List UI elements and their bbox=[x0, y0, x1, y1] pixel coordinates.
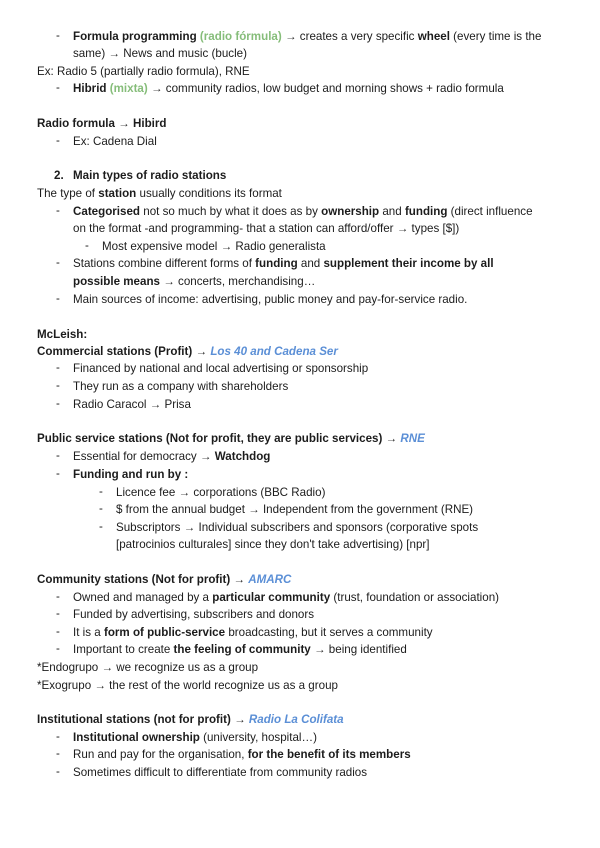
institutional-example: Radio La Colifata bbox=[248, 713, 344, 726]
formula-text1: → creates a very specific bbox=[284, 30, 415, 43]
public-item bbox=[73, 449, 270, 464]
commercial-item: They run as a company with shareholders bbox=[73, 380, 289, 393]
bullet-dash: - bbox=[56, 81, 60, 94]
sources-item: Main sources of income: advertising, public money and pay-for-service radio. bbox=[73, 293, 468, 306]
hibrid-title: Hibrid bbox=[73, 82, 107, 95]
cat-text: and bbox=[382, 205, 402, 218]
radio-formula-heading: Radio formula → Hibird bbox=[37, 117, 167, 130]
bullet-dash: - bbox=[56, 29, 60, 42]
exogrupo-note: *Exogrupo → the rest of the world recognize us as a group bbox=[37, 679, 338, 692]
bullet-dash: - bbox=[99, 485, 103, 498]
formula-example: Ex: Radio 5 (partially radio formula), RNE bbox=[37, 65, 250, 78]
bullet-dash: - bbox=[56, 625, 60, 638]
combine-cont bbox=[73, 274, 315, 289]
community-text: → being identified bbox=[313, 643, 407, 656]
comb-bold: possible means → bbox=[73, 275, 175, 288]
institutional-bold: Institutional ownership bbox=[73, 731, 200, 744]
community-item bbox=[73, 590, 499, 605]
cat-bold: ownership bbox=[321, 205, 380, 218]
community-bold: particular community bbox=[212, 591, 331, 604]
bullet-dash: - bbox=[56, 204, 60, 217]
bullet-dash: - bbox=[56, 607, 60, 620]
public-subitem: Licence fee → corporations (BBC Radio) bbox=[116, 486, 326, 499]
bullet-dash: - bbox=[56, 642, 60, 655]
institutional-text: (university, hospital…) bbox=[203, 731, 317, 744]
community-text: (trust, foundation or association) bbox=[333, 591, 500, 604]
comb-text: and bbox=[300, 257, 321, 270]
institutional-item bbox=[73, 730, 317, 745]
bullet-dash: - bbox=[99, 502, 103, 515]
public-bold: Watchdog bbox=[214, 450, 271, 463]
section-heading: Main types of radio stations bbox=[73, 169, 227, 182]
comb-text: Stations combine different forms of bbox=[73, 257, 252, 270]
community-text: Owned and managed by a bbox=[73, 591, 210, 604]
cat-text: not so much by what it does as by bbox=[143, 205, 318, 218]
combine-line bbox=[73, 256, 494, 271]
categorised-cont: on the format -and programming- that a station can afford/offer → types [$]) bbox=[73, 222, 460, 235]
formula-title: Formula programming bbox=[73, 30, 197, 43]
cat-text: (direct influence bbox=[450, 205, 533, 218]
institutional-bold: for the benefit of its members bbox=[247, 748, 411, 761]
endogrupo-note: *Endogrupo → we recognize us as a group bbox=[37, 661, 259, 674]
commercial-item: Financed by national and local advertising or sponsorship bbox=[73, 362, 369, 375]
public-text: Essential for democracy → bbox=[73, 450, 212, 463]
bullet-dash: - bbox=[85, 239, 89, 252]
formula-spanish: (radio fórmula) bbox=[199, 30, 282, 43]
public-heading-line bbox=[37, 431, 425, 446]
bullet-dash: - bbox=[56, 765, 60, 778]
public-heading: Public service stations (Not for profit, they are public services) → bbox=[37, 432, 398, 445]
community-heading: Community stations (Not for profit) → bbox=[37, 573, 246, 586]
formula-wheel: wheel bbox=[417, 30, 450, 43]
types-intro bbox=[37, 186, 282, 201]
community-bold: the feeling of community bbox=[173, 643, 311, 656]
community-heading-line bbox=[37, 572, 291, 587]
bullet-dash: - bbox=[56, 747, 60, 760]
commercial-heading: Commercial stations (Profit) → bbox=[37, 345, 208, 358]
institutional-text: Run and pay for the organisation, bbox=[73, 748, 245, 761]
mcleish-label: McLeish: bbox=[37, 328, 88, 341]
radio-formula-example: Ex: Cadena Dial bbox=[73, 135, 157, 148]
commercial-item: Radio Caracol → Prisa bbox=[73, 398, 191, 411]
bullet-dash: - bbox=[56, 590, 60, 603]
bullet-dash: - bbox=[56, 730, 60, 743]
formula-cont: same) → News and music (bucle) bbox=[73, 47, 247, 60]
commercial-heading-line bbox=[37, 344, 338, 359]
cat-bold: Categorised bbox=[73, 205, 141, 218]
community-example: AMARC bbox=[248, 573, 292, 586]
intro-bold: station bbox=[98, 187, 137, 200]
bullet-dash: - bbox=[56, 361, 60, 374]
community-item: Funded by advertising, subscribers and donors bbox=[73, 608, 315, 621]
community-text: It is a bbox=[73, 626, 101, 639]
public-item: Funding and run by : bbox=[73, 468, 189, 481]
institutional-item: Sometimes difficult to differentiate from community radios bbox=[73, 766, 368, 779]
bullet-dash: - bbox=[56, 379, 60, 392]
bullet-dash: - bbox=[56, 292, 60, 305]
hibrid-spanish: (mixta) bbox=[109, 82, 148, 95]
intro-text: The type of bbox=[37, 187, 96, 200]
public-subitem: Subscriptors → Individual subscribers and sponsors (corporative spots bbox=[116, 521, 479, 534]
public-subitem-cont: [patrocinios culturales] since they don't take advertising) [npr] bbox=[116, 538, 430, 551]
generalista-item: Most expensive model → Radio generalista bbox=[102, 240, 326, 253]
section-number: 2. bbox=[54, 169, 64, 182]
formula-text2: (every time is the bbox=[453, 30, 542, 43]
comb-text: concerts, merchandising… bbox=[174, 275, 316, 288]
formula-line bbox=[73, 29, 541, 44]
community-bold: form of public-service bbox=[103, 626, 226, 639]
categorised-line bbox=[73, 204, 533, 219]
public-example: RNE bbox=[400, 432, 425, 445]
hibrid-text: → community radios, low budget and morning shows + radio formula bbox=[150, 82, 504, 95]
bullet-dash: - bbox=[99, 520, 103, 533]
commercial-example: Los 40 and Cadena Ser bbox=[210, 345, 338, 358]
community-text: broadcasting, but it serves a community bbox=[228, 626, 433, 639]
bullet-dash: - bbox=[56, 134, 60, 147]
institutional-heading-line bbox=[37, 712, 344, 727]
hibrid-line bbox=[73, 81, 504, 96]
community-text: Important to create bbox=[73, 643, 171, 656]
community-item bbox=[73, 642, 407, 657]
bullet-dash: - bbox=[56, 397, 60, 410]
community-item bbox=[73, 625, 433, 640]
public-subitem: $ from the annual budget → Independent from the government (RNE) bbox=[116, 503, 474, 516]
intro-text: usually conditions its format bbox=[139, 187, 282, 200]
bullet-dash: - bbox=[56, 449, 60, 462]
institutional-heading: Institutional stations (not for profit) → bbox=[37, 713, 246, 726]
comb-bold: supplement their income by all bbox=[323, 257, 494, 270]
institutional-item bbox=[73, 747, 411, 762]
bullet-dash: - bbox=[56, 256, 60, 269]
bullet-dash: - bbox=[56, 467, 60, 480]
comb-bold: funding bbox=[255, 257, 298, 270]
cat-bold: funding bbox=[404, 205, 448, 218]
